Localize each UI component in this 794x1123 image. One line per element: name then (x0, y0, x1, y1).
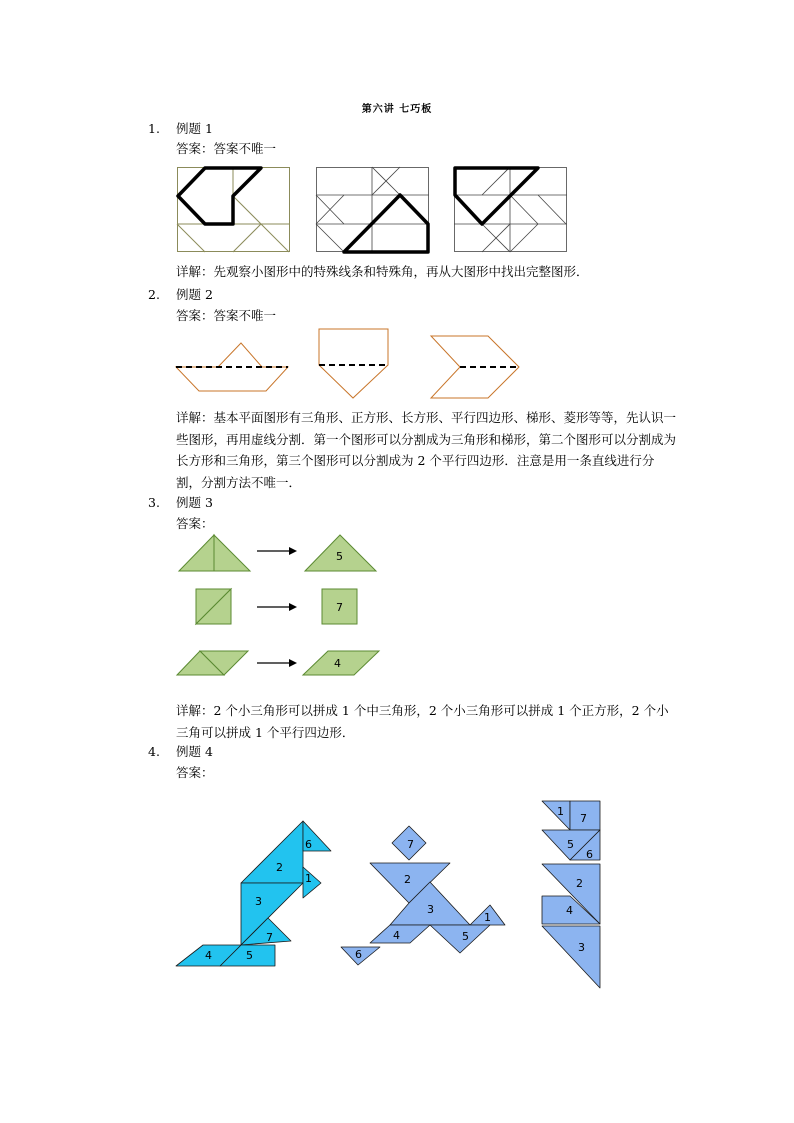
ex1-figure-c (454, 167, 568, 253)
piece-label: 4 (205, 949, 212, 962)
piece-label: 2 (404, 873, 411, 886)
page-title: 第六讲 七巧板 (361, 104, 433, 115)
piece-label: 3 (427, 903, 434, 916)
ex3-result-parallelogram (302, 649, 382, 677)
answer-label: 答案： (176, 516, 214, 531)
ex1-figure-a (177, 167, 291, 253)
piece-label: 5 (462, 930, 469, 943)
answer-label: 答案：答案不唯一 (176, 308, 277, 323)
ex3-arrow-2 (257, 602, 297, 612)
ex3-row3-pieces (176, 649, 254, 677)
piece-label: 5 (336, 550, 343, 563)
explanation: 详解：2 个小三角形可以拼成 1 个中三角形，2 个小三角形可以拼成 1 个正方形，2 个小三角可以拼成 1 个平行四边形． (176, 703, 669, 740)
piece-label: 5 (567, 838, 574, 851)
piece-label: 6 (305, 838, 312, 851)
piece-label: 7 (580, 812, 587, 825)
ex2-figure-a (176, 338, 290, 394)
problem-number: 4. (148, 744, 160, 759)
problem-number: 2. (148, 287, 160, 302)
piece-label: 6 (355, 948, 362, 961)
piece-label: 3 (255, 895, 262, 908)
problem-number: 3. (148, 495, 160, 510)
ex3-arrow-3 (257, 658, 297, 668)
piece-label: 7 (336, 601, 343, 614)
ex1-figure-b (316, 167, 430, 253)
explanation: 详解：先观察小图形中的特殊线条和特殊角，再从大图形中找出完整图形． (176, 264, 589, 279)
ex2-figure-c (430, 335, 522, 399)
piece-label: 2 (576, 877, 583, 890)
answer-label: 答案： (176, 765, 214, 780)
ex2-figure-b (318, 328, 390, 400)
piece-label: 7 (407, 838, 414, 851)
ex3-row2-pieces (195, 588, 233, 626)
piece-label: 3 (578, 941, 585, 954)
piece-label: 1 (484, 911, 491, 924)
piece-label: 7 (266, 931, 273, 944)
answer-label: 答案：答案不唯一 (176, 141, 277, 156)
problem-label: 例题 4 (176, 744, 213, 759)
explanation: 详解：基本平面图形有三角形、正方形、长方形、平行四边形、梯形、菱形等等，先认识一些图形，再用虚线分割．第一个图形可以分割成为三角形和梯形，第二个图形可以分割成为长方形和三角形，第三个图形可以分割成为 2 个平行四边形．注意是用一条直线进行分割，分割方法不唯一． (176, 410, 677, 490)
problem-number: 1. (148, 121, 160, 136)
piece-label: 5 (246, 949, 253, 962)
piece-label: 1 (557, 805, 564, 818)
piece-label: 4 (393, 929, 400, 942)
piece-label: 6 (586, 848, 593, 861)
ex3-arrow-1 (257, 546, 297, 556)
piece-label: 4 (566, 904, 573, 917)
piece-label: 2 (276, 861, 283, 874)
ex3-row1-pieces (178, 533, 252, 573)
ex4-figure-3 (540, 800, 604, 992)
problem-label: 例题 3 (176, 495, 213, 510)
ex4-figure-2 (340, 825, 510, 967)
problem-label: 例题 1 (176, 121, 213, 136)
problem-label: 例题 2 (176, 287, 213, 302)
piece-label: 4 (334, 657, 341, 670)
piece-label: 1 (305, 872, 312, 885)
